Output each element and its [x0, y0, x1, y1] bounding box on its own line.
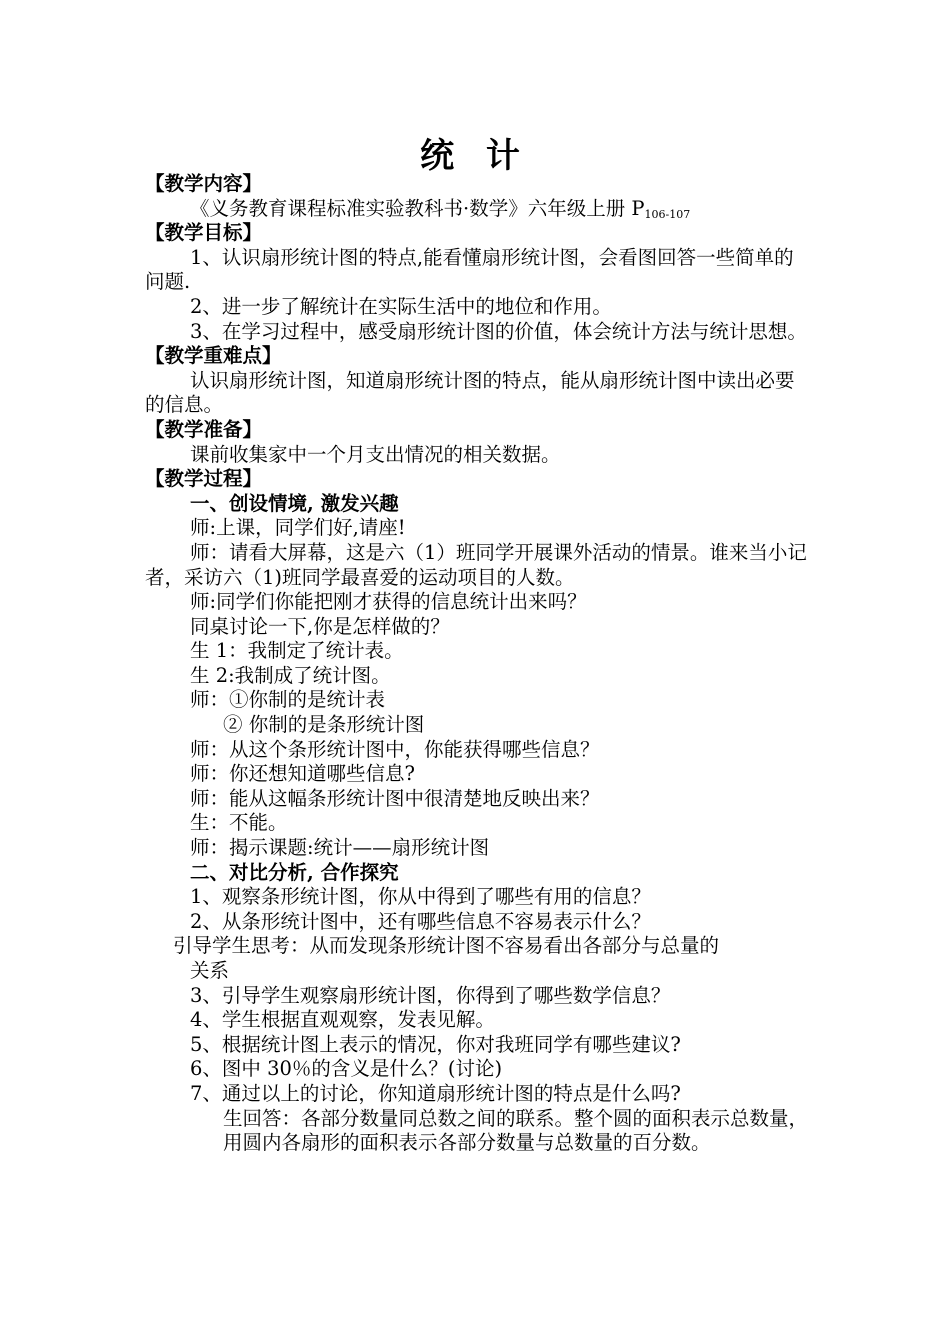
part2-line-8: 7、通过以上的讨论，你知道扇形统计图的特点是什么吗? [190, 1081, 681, 1105]
part1-line-1: 师:上课，同学们好,请座! [190, 516, 406, 540]
heading-keypoints: 【教学重难点】 [145, 344, 282, 368]
part2-line-4: 3、引导学生观察扇形统计图，你得到了哪些数学信息？ [190, 983, 671, 1007]
part1-line-3: 师:同学们你能把刚才获得的信息统计出来吗？ [190, 590, 587, 614]
part2-line-7: 6、图中 30％的含义是什么？(讨论) [190, 1057, 503, 1081]
part1-heading: 一、创设情境, 激发兴趣 [190, 491, 399, 515]
heading-prep: 【教学准备】 [145, 417, 263, 441]
part1-line-9: 师：从这个条形统计图中，你能获得哪些信息？ [190, 737, 600, 761]
part2-line-6: 5、根据统计图上表示的情况，你对我班同学有哪些建议? [190, 1032, 681, 1056]
part1-line-7: 师：①你制的是统计表 [190, 688, 386, 712]
heading-content: 【教学内容】 [145, 172, 263, 195]
goal-2: 2、进一步了解统计在实际生活中的地位和作用。 [190, 294, 612, 318]
prep-text: 课前收集家中一个月支出情况的相关数据。 [190, 442, 561, 466]
content-pages: 106-107 [644, 207, 691, 221]
content-text [145, 197, 810, 222]
part2-heading: 二、对比分析, 合作探究 [190, 860, 399, 884]
part2-line-2: 2、从条形统计图中，还有哪些信息不容易表示什么？ [190, 909, 651, 933]
goal-1: 1、认识扇形统计图的特点,能看懂扇形统计图，会看图回答一些简单的问题. [145, 245, 794, 294]
part2-line-3a: 引导学生思考：从而发现条形统计图不容易看出各部分与总量的 [173, 934, 720, 958]
part2-line-1: 1、观察条形统计图，你从中得到了哪些有用的信息？ [190, 885, 651, 909]
part2-line-5: 4、学生根据直观观察，发表见解。 [190, 1008, 495, 1032]
part1-line-11: 师：能从这幅条形统计图中很清楚地反映出来？ [190, 786, 600, 810]
heading-goals: 【教学目标】 [145, 221, 263, 245]
part1-line-2: 师：请看大屏幕，这是六（1）班同学开展课外活动的情景。谁来当小记者，采访六（1)班同学最喜爱的运动项目的人数。 [145, 540, 807, 589]
part1-line-8: ② 你制的是条形统计图 [223, 713, 425, 737]
part1-line-13: 师：揭示课题:统计——扇形统计图 [190, 836, 490, 860]
part1-line-4: 同桌讨论一下,你是怎样做的？ [190, 614, 450, 638]
part1-line-6: 生 2:我制成了统计图。 [190, 663, 391, 687]
content-book: 《义务教育课程标准实验教科书·数学》六年级上册 P [190, 196, 645, 220]
goal-3: 3、在学习过程中，感受扇形统计图的价值，体会统计方法与统计思想。 [190, 319, 807, 343]
part2-line-3b: 关系 [190, 959, 230, 982]
part2-line-9: 生回答：各部分数量同总数之间的联系。整个圆的面积表示总数量，用圆内各扇形的面积表示各部分数量与总数量的百分数。 [223, 1106, 809, 1155]
part1-line-5: 生 1：我制定了统计表。 [190, 639, 404, 663]
part1-line-12: 生：不能。 [190, 811, 288, 835]
heading-process: 【教学过程】 [145, 467, 263, 491]
keypoints-text: 认识扇形统计图，知道扇形统计图的特点，能从扇形统计图中读出必要的信息。 [145, 368, 795, 417]
document-body [145, 172, 810, 1156]
part1-line-10: 师：你还想知道哪些信息? [190, 762, 415, 786]
document-title: 统 计 [420, 136, 530, 176]
